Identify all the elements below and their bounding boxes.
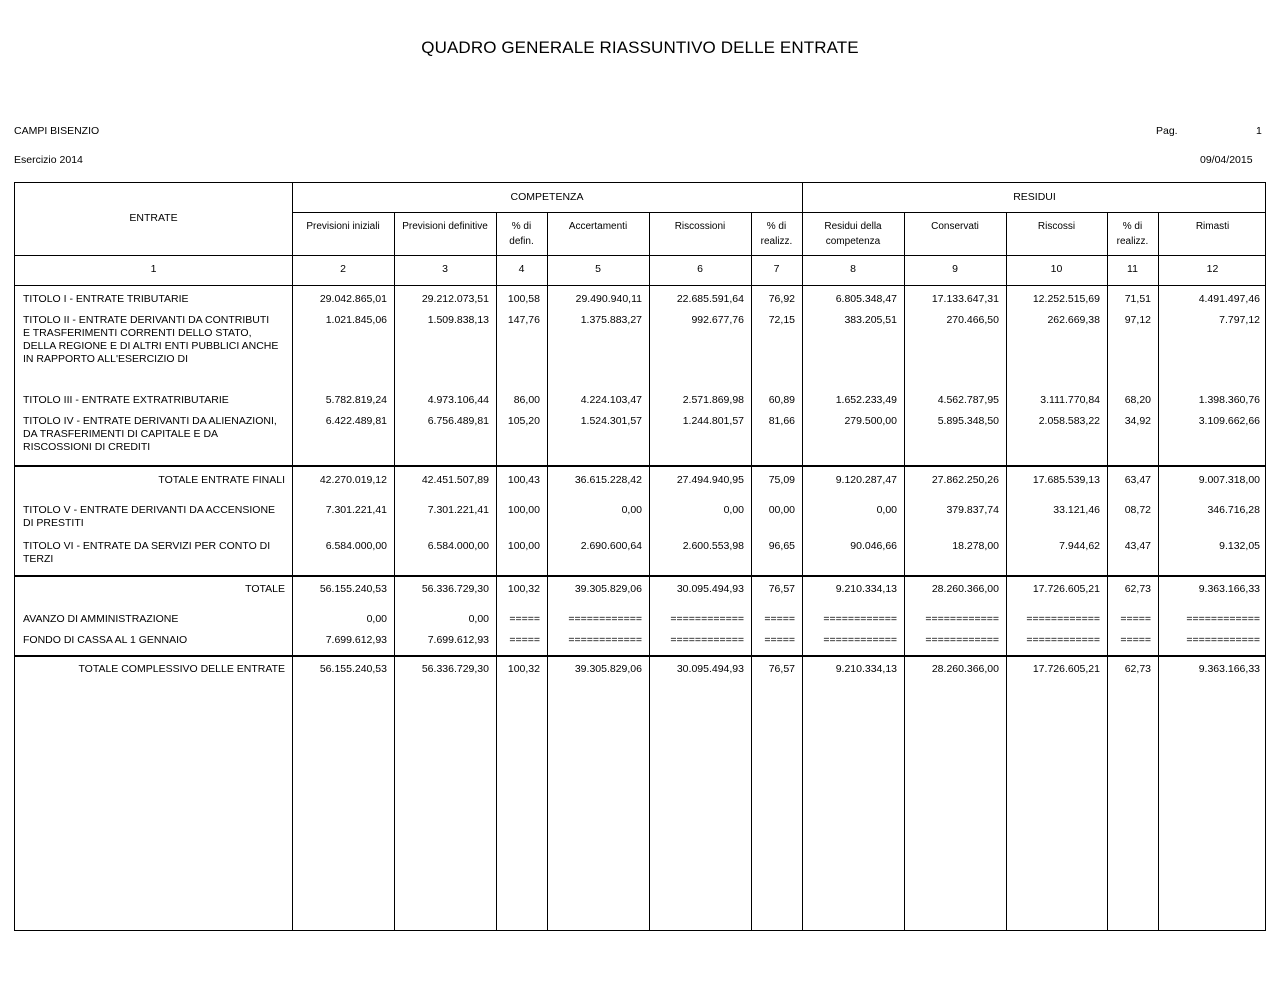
row-8-col-12: 9.363.166,33 [1198, 583, 1260, 595]
row-9-col-6: ============ [670, 613, 744, 625]
row-3-col-10: 3.111.770,84 [1040, 394, 1100, 406]
row-7-col-6: 2.600.553,98 [682, 540, 744, 552]
row-7-col-10: 7.944,62 [1059, 540, 1100, 552]
row-label-8: TOTALE [245, 583, 285, 595]
row-8-col-11: 62,73 [1124, 583, 1151, 595]
row-2-col-4: 147,76 [507, 314, 540, 326]
row-10-col-3: 7.699.612,93 [427, 634, 489, 646]
row-6-col-12: 346.716,28 [1207, 504, 1260, 516]
row-5-col-6: 27.494.940,95 [676, 474, 744, 486]
column-header-7: % di realizz. [760, 221, 793, 247]
row-1-col-5: 29.490.940,11 [575, 293, 642, 305]
row-11-col-7: 76,57 [768, 663, 795, 675]
row-3-col-7: 60,89 [768, 394, 795, 406]
row-4-col-5: 1.524.301,57 [580, 415, 642, 427]
row-10-col-7: ===== [764, 634, 795, 646]
row-5-col-3: 42.451.507,89 [421, 474, 489, 486]
row-10-col-4: ===== [509, 634, 540, 646]
ente-name: CAMPI BISENZIO [14, 125, 100, 137]
row-8-col-3: 56.336.729,30 [421, 583, 489, 595]
row-9-col-10: ============ [1026, 613, 1100, 625]
row-1-col-8: 6.805.348,47 [835, 293, 897, 305]
row-6-col-4: 100,00 [507, 504, 540, 516]
row-6-col-7: 00,00 [768, 504, 795, 516]
row-10-col-5: ============ [568, 634, 642, 646]
row-8-col-7: 76,57 [768, 583, 795, 595]
column-number-9: 9 [952, 263, 958, 275]
row-9-col-8: ============ [823, 613, 897, 625]
row-4-col-8: 279.500,00 [844, 415, 897, 427]
row-10-col-12: ============ [1186, 634, 1260, 646]
header-competenza: COMPETENZA [510, 191, 584, 203]
row-8-col-4: 100,32 [507, 583, 540, 595]
row-9-col-3: 0,00 [468, 613, 489, 625]
row-6-col-9: 379.837,74 [946, 504, 999, 516]
row-2-col-3: 1.509.838,13 [427, 314, 489, 326]
column-header-9: Conservati [931, 221, 979, 232]
row-1-col-3: 29.212.073,51 [421, 293, 489, 305]
column-divider [394, 212, 395, 930]
row-3-col-9: 4.562.787,95 [937, 394, 999, 406]
row-1-col-6: 22.685.591,64 [676, 293, 744, 305]
column-header-8: Residui della competenza [824, 221, 882, 247]
row-11-col-11: 62,73 [1124, 663, 1151, 675]
row-4-col-9: 5.895.348,50 [937, 415, 999, 427]
row-4-col-4: 105,20 [507, 415, 540, 427]
row-6-col-6: 0,00 [723, 504, 744, 516]
column-number-3: 3 [442, 263, 448, 275]
esercizio-label: Esercizio 2014 [14, 154, 83, 166]
row-6-col-10: 33.121,46 [1053, 504, 1100, 516]
row-11-col-8: 9.210.334,13 [835, 663, 897, 675]
row-1-col-9: 17.133.647,31 [931, 293, 999, 305]
header-divider-bottom [15, 285, 1265, 286]
row-2-col-9: 270.466,50 [946, 314, 999, 326]
row-5-col-7: 75,09 [768, 474, 795, 486]
row-label-6: TITOLO V - ENTRATE DERIVANTI DA ACCENSIONE DI PRESTITI [23, 504, 276, 529]
column-header-11: % di realizz. [1116, 221, 1149, 247]
row-label-5: TOTALE ENTRATE FINALI [158, 474, 285, 486]
page-number: 1 [1256, 125, 1262, 137]
row-8-col-5: 39.305.829,06 [574, 583, 642, 595]
row-4-col-2: 6.422.489,81 [325, 415, 387, 427]
row-3-col-12: 1.398.360,76 [1198, 394, 1260, 406]
row-4-col-3: 6.756.489,81 [427, 415, 489, 427]
row-11-col-12: 9.363.166,33 [1198, 663, 1260, 675]
row-3-col-6: 2.571.869,98 [682, 394, 744, 406]
column-number-8: 8 [850, 263, 856, 275]
row-10-col-11: ===== [1120, 634, 1151, 646]
row-2-col-7: 72,15 [768, 314, 795, 326]
column-divider [1006, 212, 1007, 930]
column-header-5: Accertamenti [568, 221, 628, 232]
row-7-col-12: 9.132,05 [1219, 540, 1260, 552]
column-number-11: 11 [1127, 263, 1138, 275]
row-7-col-11: 43,47 [1124, 540, 1151, 552]
row-8-col-9: 28.260.366,00 [931, 583, 999, 595]
column-header-2: Previsioni iniziali [306, 221, 380, 232]
row-8-col-6: 30.095.494,93 [676, 583, 744, 595]
row-5-col-10: 17.685.539,13 [1032, 474, 1100, 486]
row-5-col-2: 42.270.019,12 [319, 474, 387, 486]
row-6-col-8: 0,00 [876, 504, 897, 516]
row-2-col-6: 992.677,76 [691, 314, 744, 326]
subtotal-rule-1 [15, 465, 1265, 467]
row-2-col-12: 7.797,12 [1219, 314, 1260, 326]
row-5-col-12: 9.007.318,00 [1198, 474, 1260, 486]
row-label-9: AVANZO DI AMMINISTRAZIONE [23, 613, 179, 625]
row-10-col-8: ============ [823, 634, 897, 646]
column-divider [1107, 212, 1108, 930]
row-2-col-5: 1.375.883,27 [580, 314, 642, 326]
row-label-7: TITOLO VI - ENTRATE DA SERVIZI PER CONTO DI TERZI [23, 540, 271, 565]
header-entrate: ENTRATE [129, 212, 178, 224]
row-11-col-2: 56.155.240,53 [319, 663, 387, 675]
column-number-7: 7 [773, 263, 780, 275]
row-label-10: FONDO DI CASSA AL 1 GENNAIO [23, 634, 188, 646]
page-label: Pag. [1156, 125, 1178, 137]
row-3-col-4: 86,00 [513, 394, 540, 406]
row-10-col-10: ============ [1026, 634, 1100, 646]
row-8-col-10: 17.726.605,21 [1032, 583, 1100, 595]
row-11-col-5: 39.305.829,06 [574, 663, 642, 675]
row-3-col-5: 4.224.103,47 [580, 394, 642, 406]
row-10-col-9: ============ [925, 634, 999, 646]
column-number-10: 10 [1050, 263, 1063, 275]
row-1-col-12: 4.491.497,46 [1198, 293, 1260, 305]
column-divider [751, 212, 752, 930]
row-label-4: TITOLO IV - ENTRATE DERIVANTI DA ALIENAZIONI, DA TRASFERIMENTI DI CAPITALE E DA RISCOSSIONI DI CREDITI [23, 415, 277, 453]
row-2-col-10: 262.669,38 [1047, 314, 1100, 326]
row-7-col-3: 6.584.000,00 [427, 540, 489, 552]
row-1-col-4: 100,58 [507, 293, 540, 305]
column-header-4: % di defin. [509, 221, 534, 247]
row-5-col-11: 63,47 [1124, 474, 1151, 486]
row-5-col-5: 36.615.228,42 [574, 474, 642, 486]
header-divider-mid [15, 255, 1265, 256]
row-1-col-11: 71,51 [1124, 293, 1151, 305]
row-4-col-10: 2.058.583,22 [1038, 415, 1100, 427]
column-number-1: 1 [150, 263, 157, 275]
row-2-col-2: 1.021.845,06 [325, 314, 387, 326]
row-9-col-2: 0,00 [366, 613, 387, 625]
row-9-col-7: ===== [764, 613, 795, 625]
row-9-col-11: ===== [1120, 613, 1151, 625]
row-7-col-2: 6.584.000,00 [325, 540, 387, 552]
row-3-col-2: 5.782.819,24 [325, 394, 387, 406]
subtotal-rule-3 [15, 655, 1265, 657]
column-number-6: 6 [697, 263, 703, 275]
row-11-col-6: 30.095.494,93 [676, 663, 744, 675]
row-6-col-5: 0,00 [621, 504, 642, 516]
column-divider [802, 183, 803, 930]
column-number-2: 2 [340, 263, 346, 275]
row-3-col-3: 4.973.106,44 [427, 394, 489, 406]
report-date: 09/04/2015 [1200, 154, 1253, 166]
column-header-6: Riscossioni [674, 221, 726, 232]
row-6-col-11: 08,72 [1124, 504, 1151, 516]
row-4-col-7: 81,66 [768, 415, 795, 427]
row-11-col-10: 17.726.605,21 [1032, 663, 1100, 675]
row-6-col-2: 7.301.221,41 [325, 504, 387, 516]
row-4-col-12: 3.109.662,66 [1198, 415, 1260, 427]
row-10-col-6: ============ [670, 634, 744, 646]
column-number-5: 5 [595, 263, 601, 275]
header-divider-top [292, 212, 1265, 213]
row-11-col-3: 56.336.729,30 [421, 663, 489, 675]
row-4-col-11: 34,92 [1124, 415, 1151, 427]
row-6-col-3: 7.301.221,41 [427, 504, 489, 516]
row-1-col-10: 12.252.515,69 [1032, 293, 1100, 305]
subtotal-rule-2 [15, 575, 1265, 577]
row-1-col-7: 76,92 [768, 293, 795, 305]
column-number-12: 12 [1206, 263, 1219, 275]
row-7-col-8: 90.046,66 [850, 540, 897, 552]
row-9-col-4: ===== [509, 613, 540, 625]
row-4-col-6: 1.244.801,57 [682, 415, 744, 427]
column-header-10: Riscossi [1037, 221, 1076, 232]
row-8-col-2: 56.155.240,53 [319, 583, 387, 595]
row-11-col-4: 100,32 [507, 663, 540, 675]
row-9-col-5: ============ [568, 613, 642, 625]
row-label-1: TITOLO I - ENTRATE TRIBUTARIE [23, 293, 189, 305]
column-divider [1158, 212, 1159, 930]
row-10-col-2: 7.699.612,93 [325, 634, 387, 646]
column-divider [904, 212, 905, 930]
row-1-col-2: 29.042.865,01 [319, 293, 387, 305]
row-label-3: TITOLO III - ENTRATE EXTRATRIBUTARIE [23, 394, 229, 406]
row-7-col-9: 18.278,00 [952, 540, 999, 552]
row-8-col-8: 9.210.334,13 [835, 583, 897, 595]
row-7-col-5: 2.690.600,64 [580, 540, 642, 552]
row-9-col-12: ============ [1186, 613, 1260, 625]
row-5-col-8: 9.120.287,47 [835, 474, 897, 486]
column-divider [649, 212, 650, 930]
row-9-col-9: ============ [925, 613, 999, 625]
row-label-2: TITOLO II - ENTRATE DERIVANTI DA CONTRIBUTI E TRASFERIMENTI CORRENTI DELLO STATO, DELLA REGIONE E DI ALTRI ENTI PUBBLICI ANCHE IN RAPPORTO ALL'ESERCIZIO DI [23, 314, 279, 365]
row-7-col-4: 100,00 [507, 540, 540, 552]
row-5-col-4: 100,43 [507, 474, 540, 486]
column-header-3: Previsioni definitive [402, 221, 488, 232]
row-2-col-11: 97,12 [1124, 314, 1151, 326]
column-divider [496, 212, 497, 930]
column-header-12: Rimasti [1195, 221, 1230, 232]
row-label-11: TOTALE COMPLESSIVO DELLE ENTRATE [78, 663, 285, 675]
row-3-col-8: 1.652.233,49 [835, 394, 897, 406]
header-residui: RESIDUI [1013, 191, 1056, 203]
row-11-col-9: 28.260.366,00 [931, 663, 999, 675]
column-divider [547, 212, 548, 930]
row-3-col-11: 68,20 [1124, 394, 1151, 406]
row-5-col-9: 27.862.250,26 [931, 474, 999, 486]
row-7-col-7: 96,65 [768, 540, 795, 552]
page-title: QUADRO GENERALE RIASSUNTIVO DELLE ENTRATE [421, 38, 859, 57]
column-divider [292, 183, 293, 930]
row-2-col-8: 383.205,51 [844, 314, 897, 326]
summary-table [14, 182, 1266, 931]
column-number-4: 4 [518, 263, 525, 275]
